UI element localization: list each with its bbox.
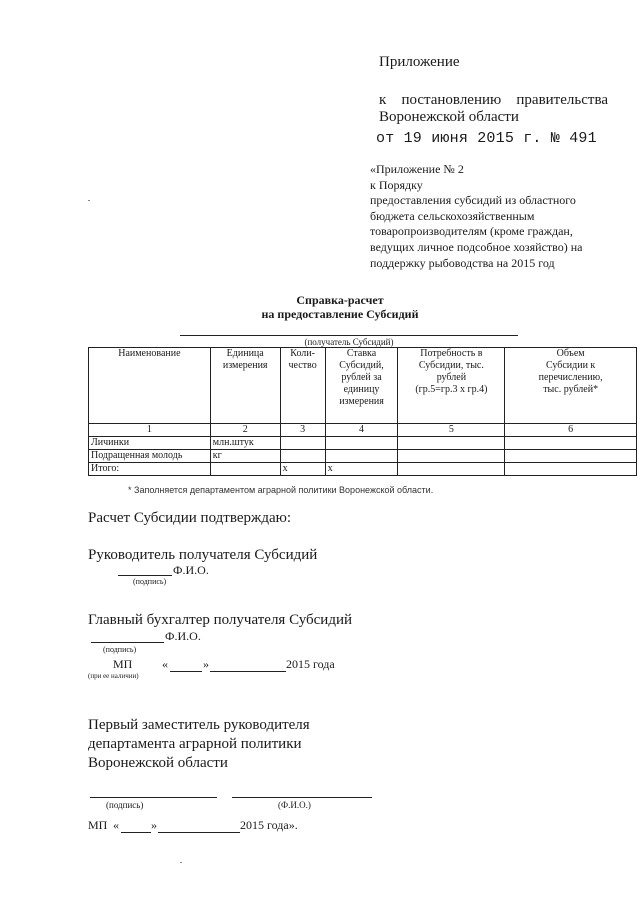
header-line: Потребность в — [420, 348, 483, 359]
header-line: Ставка — [346, 348, 377, 359]
table-cell — [505, 463, 637, 476]
appendix2-block — [370, 162, 583, 271]
head-signature-line — [118, 575, 172, 576]
region-line: Воронежской области — [379, 109, 519, 125]
header-line: тыс. рублей* — [543, 384, 599, 395]
table-cell: Личинки — [89, 437, 211, 450]
header-line: Наименование — [118, 348, 181, 359]
header-line: Субсидии, тыс. — [418, 360, 484, 371]
accountant-title: Главный бухгалтер получателя Субсидий — [88, 612, 353, 628]
recipient-line — [180, 335, 518, 336]
accountant-date-open: « — [162, 657, 168, 671]
calculation-table — [88, 347, 637, 476]
header-line: Субсидий, — [339, 360, 384, 371]
scan-speck — [88, 200, 90, 201]
appendix-title: Приложение — [379, 54, 460, 70]
column-number: 2 — [210, 424, 280, 437]
deputy-fio-caption: (Ф.И.О.) — [278, 800, 311, 810]
deputy-date-open: « — [113, 818, 119, 832]
deputy-mp: МП — [88, 818, 108, 832]
deputy-fio-line — [232, 797, 372, 798]
header-unit — [210, 348, 280, 424]
table-cell: х — [280, 463, 325, 476]
header-line: Коли- — [290, 348, 315, 359]
column-number: 6 — [505, 424, 637, 437]
table-cell — [505, 450, 637, 463]
scan-speck — [180, 862, 182, 863]
table-cell — [210, 463, 280, 476]
recipient-caption: (получатель Субсидий) — [304, 337, 394, 347]
header-line: единицу — [343, 384, 380, 395]
column-number: 5 — [398, 424, 505, 437]
appendix2-line: товаропроизводителям (кроме граждан, — [370, 224, 573, 239]
appendix2-line: ведущих личное подсобное хозяйство) на — [370, 239, 583, 254]
table-cell: Итого: — [89, 463, 211, 476]
head-title: Руководитель получателя Субсидий — [88, 547, 318, 563]
accountant-month-line — [210, 671, 286, 672]
deputy-month-line — [158, 832, 240, 833]
table-cell — [325, 450, 398, 463]
deputy-signature-line — [90, 797, 217, 798]
accountant-fio: Ф.И.О. — [165, 629, 201, 643]
table-row — [89, 450, 637, 463]
table-cell — [398, 463, 505, 476]
head-fio: Ф.И.О. — [173, 563, 209, 577]
table-cell: х — [325, 463, 398, 476]
header-line: рублей за — [341, 372, 382, 383]
resolution-word-1: постановлению — [401, 92, 502, 108]
header-volume — [505, 348, 637, 424]
table-cell — [280, 437, 325, 450]
head-sign-caption: (подпись) — [133, 577, 167, 586]
accountant-day-line — [170, 671, 202, 672]
header-line: Субсидии к — [545, 360, 596, 371]
header-line: чество — [288, 360, 317, 371]
table-cell — [325, 437, 398, 450]
table-header-row — [89, 348, 637, 424]
table-cell — [280, 450, 325, 463]
header-quantity — [280, 348, 325, 424]
table-cell — [398, 437, 505, 450]
header-line: Единица — [226, 348, 264, 359]
column-number: 4 — [325, 424, 398, 437]
header-line: (гр.5=гр.3 х гр.4) — [415, 384, 488, 395]
table-cell — [398, 450, 505, 463]
deputy-day-line — [121, 832, 151, 833]
resolution-prefix: к — [379, 92, 387, 108]
table-cell — [505, 437, 637, 450]
footnote: * Заполняется департаментом аграрной политики Воронежской области. — [128, 485, 434, 495]
deputy-title — [88, 716, 310, 773]
header-need — [398, 348, 505, 424]
deputy-line: Воронежской области — [88, 755, 228, 771]
header-line: рублей — [436, 372, 467, 383]
table-cell: млн.штук — [210, 437, 280, 450]
resolution-word-2: правительства — [516, 92, 608, 108]
header-line: измерения — [339, 396, 384, 407]
table-cell: кг — [210, 450, 280, 463]
table-cell: Подращенная молодь — [89, 450, 211, 463]
accountant-date-mid: » — [203, 657, 209, 671]
accountant-year: 2015 года — [286, 657, 335, 671]
document-subtitle: на предоставление Субсидий — [261, 307, 419, 321]
table-row — [89, 437, 637, 450]
stamp-caption: (при ее наличии) — [88, 672, 139, 680]
accountant-mp: МП — [113, 657, 133, 671]
appendix2-line: к Порядку — [370, 177, 423, 192]
deputy-sign-caption: (подпись) — [106, 800, 144, 810]
accountant-signature-line — [91, 642, 164, 643]
header-name — [89, 348, 211, 424]
column-numbers-row — [89, 424, 637, 437]
column-number: 1 — [89, 424, 211, 437]
header-rate — [325, 348, 398, 424]
header-line: перечислению, — [538, 372, 603, 383]
document-title: Справка-расчет — [296, 293, 384, 307]
column-number: 3 — [280, 424, 325, 437]
table-row-total — [89, 463, 637, 476]
accountant-sign-caption: (подпись) — [103, 645, 137, 654]
resolution-date: от 19 июня 2015 г. № 491 — [376, 130, 597, 147]
appendix2-line: предоставления субсидий из областного — [370, 193, 576, 208]
appendix2-line: бюджета сельскохозяйственным — [370, 208, 535, 223]
deputy-date-mid: » — [151, 818, 157, 832]
appendix2-line: поддержку рыбоводства на 2015 год — [370, 255, 555, 270]
confirm-text: Расчет Субсидии подтверждаю: — [88, 510, 292, 526]
header-line: Объем — [556, 348, 585, 359]
deputy-line: департамента аграрной политики — [88, 736, 302, 752]
header-line: измерения — [222, 360, 268, 371]
appendix2-line: «Приложение № 2 — [370, 162, 464, 176]
deputy-line: Первый заместитель руководителя — [88, 717, 310, 733]
deputy-year: 2015 года». — [240, 818, 298, 832]
resolution-line — [379, 92, 608, 109]
